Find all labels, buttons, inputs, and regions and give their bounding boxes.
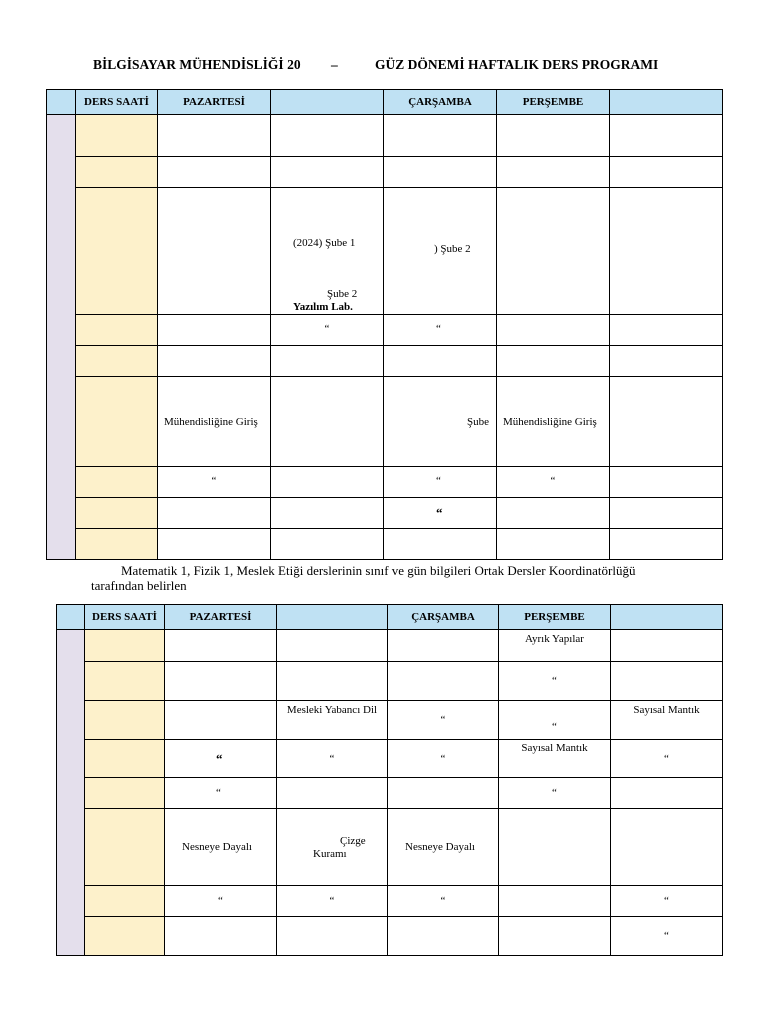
hour-cell [76,188,158,315]
hour-cell [76,346,158,377]
ditto-mark: “ [271,315,384,346]
ditto-mark: “ [388,701,499,740]
hour-cell [85,809,165,886]
header-thursday: PERŞEMBE [497,90,610,115]
lab-cell [271,188,384,315]
course-cell [277,809,388,886]
table-row [57,662,723,701]
hour-cell [76,315,158,346]
header-friday [610,90,723,115]
ditto-mark: “ [497,467,610,498]
table-header-row [47,90,723,115]
title-left: BİLGİSAYAR MÜHENDİSLİĞİ 20 [93,57,301,72]
table-row [47,529,723,560]
ditto-mark: “ [384,315,497,346]
hour-cell [85,778,165,809]
table-row [57,740,723,778]
course-cell: Sayısal Mantık [611,701,723,740]
header-wednesday: ÇARŞAMBA [388,605,499,630]
ditto-mark: “ [384,498,497,529]
header-hour: DERS SAATİ [76,90,158,115]
table-row [57,701,723,740]
header-hour: DERS SAATİ [85,605,165,630]
ditto-mark: “ [384,467,497,498]
note-text [92,563,692,593]
ditto-mark: “ [611,740,723,778]
day-column [47,115,76,560]
schedule-table-1 [46,89,723,560]
ditto-mark: “ [388,740,499,778]
course-cell: Mühendisliğine Giriş [497,377,610,467]
table-row [57,630,723,662]
course-section: ) Şube 2 [434,243,471,255]
course-name-line-1: Çizge [340,835,366,847]
course-cell: Şube [384,377,497,467]
course-cell [384,188,497,315]
ditto-mark: “ [165,740,277,778]
header-friday [611,605,723,630]
note-line-2: tarafından belirlen [91,578,187,593]
course-cell: Sayısal Mantık [499,740,611,778]
table-row [47,498,723,529]
note-line-1: Matematik 1, Fizik 1, Meslek Etiği derslerinin sınıf ve gün bilgileri Ortak Dersler Koordinatörlüğü [121,563,636,578]
table-row [47,115,723,157]
ditto-mark: “ [499,662,611,701]
ditto-mark: “ [277,886,388,917]
hour-cell [85,886,165,917]
hour-cell [76,115,158,157]
course-cell: Mesleki Yabancı Dil [277,701,388,740]
lab-name: Yazılım Lab. [293,301,353,313]
ditto-mark: “ [611,886,723,917]
header-monday: PAZARTESİ [165,605,277,630]
header-day-cell [57,605,85,630]
table-header-row [57,605,723,630]
hour-cell [76,157,158,188]
ditto-mark: “ [499,778,611,809]
ditto-mark: “ [388,886,499,917]
hour-cell [76,529,158,560]
day-column [57,630,85,956]
ditto-mark: “ [165,778,277,809]
ditto-mark: “ [611,917,723,956]
title-right: GÜZ DÖNEMİ HAFTALIK DERS PROGRAMI [375,57,659,72]
header-monday: PAZARTESİ [158,90,271,115]
course-cell: Nesneye Dayalı [388,809,499,886]
table-row [47,377,723,467]
table-row [47,315,723,346]
hour-cell [85,662,165,701]
ditto-mark: “ [165,886,277,917]
course-section-2: Şube 2 [327,288,358,300]
course-cell: Ayrık Yapılar [499,630,611,662]
table-row [47,157,723,188]
course-cell: Nesneye Dayalı [165,809,277,886]
ditto-mark: “ [499,701,611,740]
hour-cell [85,630,165,662]
table-row [57,917,723,956]
course-section-1: (2024) Şube 1 [293,237,356,249]
header-tuesday [271,90,384,115]
schedule-table-2 [56,604,723,956]
table-row [57,809,723,886]
ditto-mark: “ [277,740,388,778]
course-name-line-2: Kuramı [313,848,347,860]
header-day-cell [47,90,76,115]
table-row [47,346,723,377]
title-dash: – [331,57,338,72]
hour-cell [85,740,165,778]
ditto-mark: “ [158,467,271,498]
course-cell: Mühendisliğine Giriş [158,377,271,467]
hour-cell [76,467,158,498]
hour-cell [85,701,165,740]
hour-cell [85,917,165,956]
table-row [57,886,723,917]
hour-cell [76,377,158,467]
hour-cell [76,498,158,529]
table-row [47,188,723,315]
table-row [47,467,723,498]
header-tuesday [277,605,388,630]
header-thursday: PERŞEMBE [499,605,611,630]
table-row [57,778,723,809]
header-wednesday: ÇARŞAMBA [384,90,497,115]
